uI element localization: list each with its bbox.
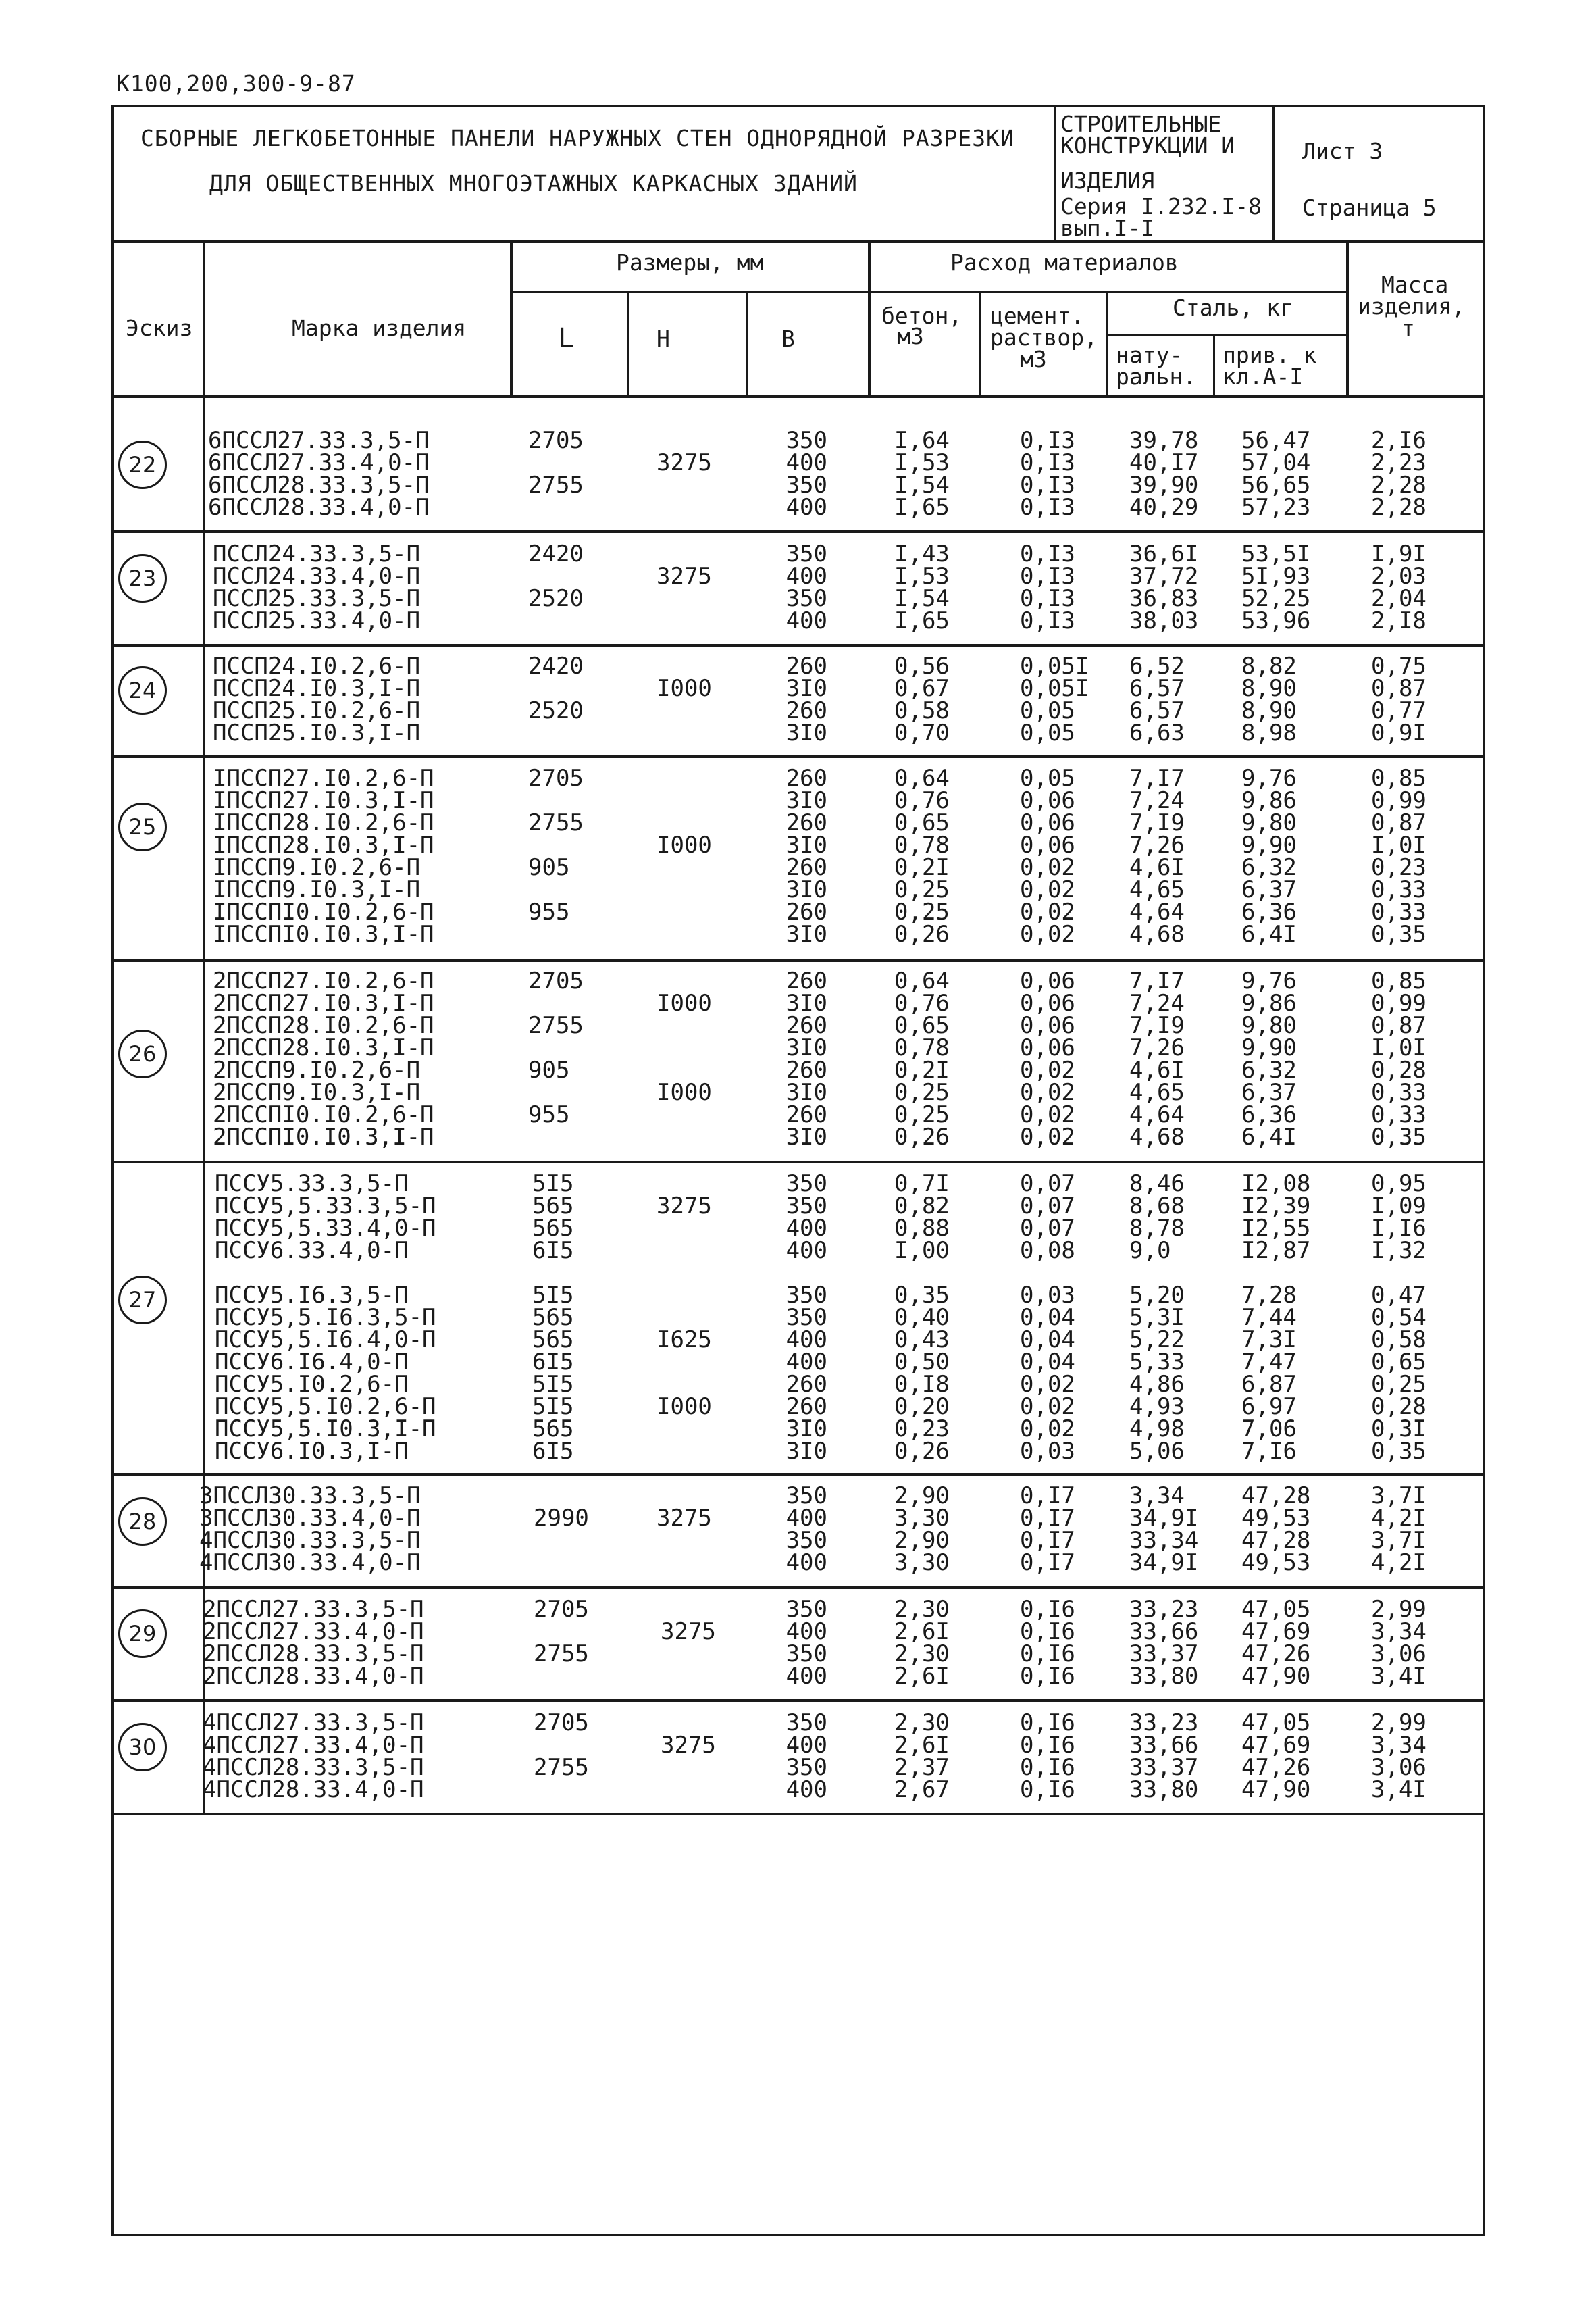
header-materials: Расход материалов xyxy=(950,249,1179,276)
steel-natural-cell: 7,I7 7,24 7,I9 7,26 4,6I 4,65 4,64 4,68 xyxy=(1129,967,1185,1151)
group-rule-25 xyxy=(111,959,1483,962)
cement-cell: 0,05 0,06 0,06 0,06 0,02 0,02 0,02 0,02 xyxy=(1020,765,1075,948)
B-cell: 350 400 350 400 xyxy=(786,1482,827,1576)
cement-cell: 0,07 0,07 0,07 0,08 0,03 0,04 0,04 0,04 0,02 0,02 0,02 0,03 xyxy=(1020,1170,1075,1465)
steel-natural-cell: 36,6I 37,72 36,83 38,03 xyxy=(1129,540,1199,634)
category-line3: ИЗДЕЛИЯ xyxy=(1060,168,1155,194)
steel-reduced-cell: 47,28 49,53 47,28 49,53 xyxy=(1241,1482,1311,1576)
sheet-number: Лист 3 xyxy=(1302,138,1383,164)
cement-cell: 0,I6 0,I6 0,I6 0,I6 xyxy=(1020,1596,1075,1690)
L-cell: 2420 2520 xyxy=(528,653,584,724)
header-mass-2: изделия, xyxy=(1358,293,1465,320)
page-number: Страница 5 xyxy=(1302,195,1437,221)
concrete-cell: 0,64 0,76 0,65 0,78 0,2I 0,25 0,25 0,26 xyxy=(894,967,950,1151)
sketch-marker-29: 29 xyxy=(118,1609,167,1658)
header-concrete-1: бетон, xyxy=(881,303,962,329)
col-rule-mark xyxy=(510,240,513,395)
steel-reduced-cell: 47,05 47,69 47,26 47,90 xyxy=(1241,1596,1311,1690)
B-cell: 350 400 350 400 xyxy=(786,1596,827,1690)
mark-cell: IПССП27.I0.2,6-П IПССП27.I0.3,I-П IПССП28.I0.2,6-П IПССП28.I0.3,I-П IПССП9.I0.2,6-П IПССП9.I0.3,I-П IПССПI0.I0.2,6-П IПССПI0.I0.3,I-П xyxy=(213,765,434,948)
col-rule-cement xyxy=(1106,291,1108,395)
mass-cell: 0,85 0,99 0,87 I,0I 0,23 0,33 0,33 0,35 xyxy=(1371,765,1426,948)
mark-cell: 6ПССЛ27.33.3,5-П 6ПССЛ27.33.4,0-П 6ПССЛ28.33.3,5-П 6ПССЛ28.33.4,0-П xyxy=(208,427,430,521)
header-mass-1: Масса xyxy=(1381,272,1449,298)
B-cell: 350 400 350 400 xyxy=(786,540,827,634)
B-cell: 350 350 400 400 350 350 400 400 260 260 3I0 3I0 xyxy=(786,1170,827,1465)
col-rule-concrete xyxy=(979,291,981,395)
header-B: B xyxy=(781,326,795,352)
concrete-cell: 2,30 2,6I 2,37 2,67 xyxy=(894,1709,950,1803)
header-H: H xyxy=(657,326,670,352)
document-title-line1: СБОРНЫЕ ЛЕГКОБЕТОННЫЕ ПАНЕЛИ НАРУЖНЫХ СТЕН ОДНОРЯДНОЙ РАЗРЕЗКИ xyxy=(140,125,1014,151)
H-cell: I000 xyxy=(657,675,712,702)
cement-cell: 0,06 0,06 0,06 0,06 0,02 0,02 0,02 0,02 xyxy=(1020,967,1075,1151)
concrete-cell: 0,56 0,67 0,58 0,70 xyxy=(894,653,950,747)
cement-cell: 0,I7 0,I7 0,I7 0,I7 xyxy=(1020,1482,1075,1576)
B-cell: 260 3I0 260 3I0 xyxy=(786,653,827,747)
header-mark: Марка изделия xyxy=(292,315,467,341)
group-rule-27 xyxy=(111,1473,1483,1476)
group-rule-28 xyxy=(111,1586,1483,1589)
header-steel-reduced-1: прив. к xyxy=(1222,342,1317,368)
header-concrete-2: м3 xyxy=(897,323,924,349)
sketch-marker-30: 30 xyxy=(118,1723,167,1771)
header-subrule-2 xyxy=(1106,334,1347,336)
mass-cell: 0,85 0,99 0,87 I,0I 0,28 0,33 0,33 0,35 xyxy=(1371,967,1426,1151)
mass-cell: 2,99 3,34 3,06 3,4I xyxy=(1371,1596,1426,1690)
steel-reduced-cell: I2,08 I2,39 I2,55 I2,87 7,28 7,44 7,3I 7,47 6,87 6,97 7,06 7,I6 xyxy=(1241,1170,1311,1465)
L-cell: 2990 xyxy=(534,1505,589,1532)
steel-natural-cell: 8,46 8,68 8,78 9,0 5,20 5,3I 5,22 5,33 4,86 4,93 4,98 5,06 xyxy=(1129,1170,1185,1465)
sketch-marker-27: 27 xyxy=(118,1276,167,1324)
concrete-cell: 2,30 2,6I 2,30 2,6I xyxy=(894,1596,950,1690)
steel-reduced-cell: 56,47 57,04 56,65 57,23 xyxy=(1241,427,1311,521)
mass-cell: 0,75 0,87 0,77 0,9I xyxy=(1371,653,1426,747)
L-cell: 2420 2520 xyxy=(528,540,584,612)
B-cell: 350 400 350 400 xyxy=(786,427,827,521)
concrete-cell: 0,7I 0,82 0,88 I,00 0,35 0,40 0,43 0,50 0,I8 0,20 0,23 0,26 xyxy=(894,1170,950,1465)
H-cell: 3275 xyxy=(657,1505,712,1532)
mark-cell: ПССЛ24.33.3,5-П ПССЛ24.33.4,0-П ПССЛ25.33.3,5-П ПССЛ25.33.4,0-П xyxy=(213,540,421,634)
header-cement-3: м3 xyxy=(1020,346,1047,372)
mark-cell: 3ПССЛ30.33.3,5-П 3ПССЛ30.33.4,0-П 4ПССЛ30.33.3,5-П 4ПССЛ30.33.4,0-П xyxy=(199,1482,421,1576)
mark-cell: ПССП24.I0.2,6-П ПССП24.I0.3,I-П ПССП25.I0.2,6-П ПССП25.I0.3,I-П xyxy=(213,653,421,747)
title-divider-2 xyxy=(1272,105,1275,240)
steel-natural-cell: 39,78 40,I7 39,90 40,29 xyxy=(1129,427,1199,521)
header-dimensions: Размеры, мм xyxy=(616,249,764,276)
sketch-marker-28: 28 xyxy=(118,1497,167,1546)
steel-natural-cell: 33,23 33,66 33,37 33,80 xyxy=(1129,1709,1199,1803)
mark-cell: 2ПССЛ27.33.3,5-П 2ПССЛ27.33.4,0-П 2ПССЛ28.33.3,5-П 2ПССЛ28.33.4,0-П xyxy=(203,1596,424,1690)
mark-cell: ПССУ5.33.3,5-П ПССУ5,5.33.3,5-П ПССУ5,5.33.4,0-П ПССУ6.33.4,0-П ПССУ5.I6.3,5-П ПССУ5,5.I6.3,5-П ПССУ5,5.I6.4,0-П ПССУ6.I6.4,0-П ПССУ5.I0.2,6-П ПССУ5,5.I0.2,6-П ПССУ5,5.I0.3,I-П ПССУ6.I0.3,I-П xyxy=(215,1170,436,1465)
sketch-marker-26: 26 xyxy=(118,1030,167,1078)
col-rule-H xyxy=(746,291,748,395)
category-line2: КОНСТРУКЦИИ И xyxy=(1060,132,1235,159)
sketch-marker-25: 25 xyxy=(118,803,167,851)
H-cell: 3275 xyxy=(661,1732,716,1759)
header-steel-natural-2: ральн. xyxy=(1116,363,1197,390)
cement-cell: 0,05I 0,05I 0,05 0,05 xyxy=(1020,653,1089,747)
mark-cell: 2ПССП27.I0.2,6-П 2ПССП27.I0.3,I-П 2ПССП28.I0.2,6-П 2ПССП28.I0.3,I-П 2ПССП9.I0.2,6-П 2ПССП9.I0.3,I-П 2ПССПI0.I0.2,6-П 2ПССПI0.I0.3,I-П xyxy=(213,967,434,1151)
group-rule-22 xyxy=(111,530,1483,533)
H-cell: 3275 xyxy=(657,563,712,590)
header-subrule-1 xyxy=(510,291,1346,293)
group-rule-29 xyxy=(111,1699,1483,1702)
H-cell: I000 xyxy=(657,832,712,859)
mass-cell: 0,95 I,09 I,I6 I,32 0,47 0,54 0,58 0,65 0,25 0,28 0,3I 0,35 xyxy=(1371,1170,1426,1465)
group-rule-23 xyxy=(111,644,1483,647)
steel-reduced-cell: 9,76 9,86 9,80 9,90 6,32 6,37 6,36 6,4I xyxy=(1241,765,1297,948)
series-line2: вып.I-I xyxy=(1060,215,1155,241)
mass-cell: I,9I 2,03 2,04 2,I8 xyxy=(1371,540,1426,634)
H-cell: 3275 I625 I000 xyxy=(657,1192,712,1420)
steel-reduced-cell: 47,05 47,69 47,26 47,90 xyxy=(1241,1709,1311,1803)
mark-cell: 4ПССЛ27.33.3,5-П 4ПССЛ27.33.4,0-П 4ПССЛ28.33.3,5-П 4ПССЛ28.33.4,0-П xyxy=(203,1709,424,1803)
L-cell: 2705 2755 905 955 xyxy=(528,765,584,926)
concrete-cell: 2,90 3,30 2,90 3,30 xyxy=(894,1482,950,1576)
header-steel: Сталь, кг xyxy=(1173,295,1293,321)
col-rule-L xyxy=(627,291,629,395)
group-rule-26 xyxy=(111,1161,1483,1163)
H-cell: 3275 xyxy=(661,1618,716,1645)
cement-cell: 0,I3 0,I3 0,I3 0,I3 xyxy=(1020,540,1075,634)
steel-natural-cell: 6,52 6,57 6,57 6,63 xyxy=(1129,653,1185,747)
steel-reduced-cell: 53,5I 5I,93 52,25 53,96 xyxy=(1241,540,1311,634)
cement-cell: 0,I6 0,I6 0,I6 0,I6 xyxy=(1020,1709,1075,1803)
header-steel-natural-1: нату- xyxy=(1116,342,1183,368)
concrete-cell: I,64 I,53 I,54 I,65 xyxy=(894,427,950,521)
steel-natural-cell: 33,23 33,66 33,37 33,80 xyxy=(1129,1596,1199,1690)
group-rule-24 xyxy=(111,755,1483,758)
B-cell: 260 3I0 260 3I0 260 3I0 260 3I0 xyxy=(786,967,827,1151)
col-rule-sketch xyxy=(203,240,205,1813)
cement-cell: 0,I3 0,I3 0,I3 0,I3 xyxy=(1020,427,1075,521)
steel-natural-cell: 7,I7 7,24 7,I9 7,26 4,6I 4,65 4,64 4,68 xyxy=(1129,765,1185,948)
col-rule-mass xyxy=(1346,240,1349,395)
document-title-line2: ДЛЯ ОБЩЕСТВЕННЫХ МНОГОЭТАЖНЫХ КАРКАСНЫХ ЗДАНИЙ xyxy=(209,170,858,197)
table-header-bottom-rule xyxy=(111,395,1483,398)
title-divider-1 xyxy=(1054,105,1056,240)
header-mass-3: т xyxy=(1401,315,1415,341)
L-cell: 2705 2755 xyxy=(534,1709,589,1781)
steel-reduced-cell: 8,82 8,90 8,90 8,98 xyxy=(1241,653,1297,747)
steel-reduced-cell: 9,76 9,86 9,80 9,90 6,32 6,37 6,36 6,4I xyxy=(1241,967,1297,1151)
col-rule-steel xyxy=(1213,334,1215,395)
sketch-marker-23: 23 xyxy=(118,554,167,603)
document-code: К100,200,300-9-87 xyxy=(116,70,356,97)
concrete-cell: I,43 I,53 I,54 I,65 xyxy=(894,540,950,634)
category-line1: СТРОИТЕЛЬНЫЕ xyxy=(1060,111,1222,137)
header-steel-reduced-2: кл.А-I xyxy=(1222,363,1304,390)
group-rule-30 xyxy=(111,1813,1483,1815)
sketch-marker-22: 22 xyxy=(118,441,167,489)
L-cell: 2705 2755 905 955 xyxy=(528,967,584,1128)
col-rule-B xyxy=(868,240,871,395)
mass-cell: 3,7I 4,2I 3,7I 4,2I xyxy=(1371,1482,1426,1576)
H-cell: 3275 xyxy=(657,449,712,476)
header-L: L xyxy=(558,323,575,354)
concrete-cell: 0,64 0,76 0,65 0,78 0,2I 0,25 0,25 0,26 xyxy=(894,765,950,948)
mass-cell: 2,99 3,34 3,06 3,4I xyxy=(1371,1709,1426,1803)
mass-cell: 2,I6 2,23 2,28 2,28 xyxy=(1371,427,1426,521)
header-cement-2: раствор, xyxy=(990,324,1098,351)
L-cell: 2705 2755 xyxy=(534,1596,589,1667)
steel-natural-cell: 3,34 34,9I 33,34 34,9I xyxy=(1129,1482,1199,1576)
L-cell: 5I5 565 565 6I5 5I5 565 565 6I5 5I5 5I5 565 6I5 xyxy=(532,1170,574,1465)
series-line1: Серия I.232.I-8 xyxy=(1060,193,1262,220)
title-block-bottom-rule xyxy=(111,240,1483,243)
sketch-marker-24: 24 xyxy=(118,666,167,715)
L-cell: 2705 2755 xyxy=(528,427,584,499)
B-cell: 350 400 350 400 xyxy=(786,1709,827,1803)
H-cell: I000 I000 xyxy=(657,990,712,1106)
header-cement-1: цемент. xyxy=(990,303,1085,329)
B-cell: 260 3I0 260 3I0 260 3I0 260 3I0 xyxy=(786,765,827,948)
header-sketch: Эскиз xyxy=(126,315,193,341)
